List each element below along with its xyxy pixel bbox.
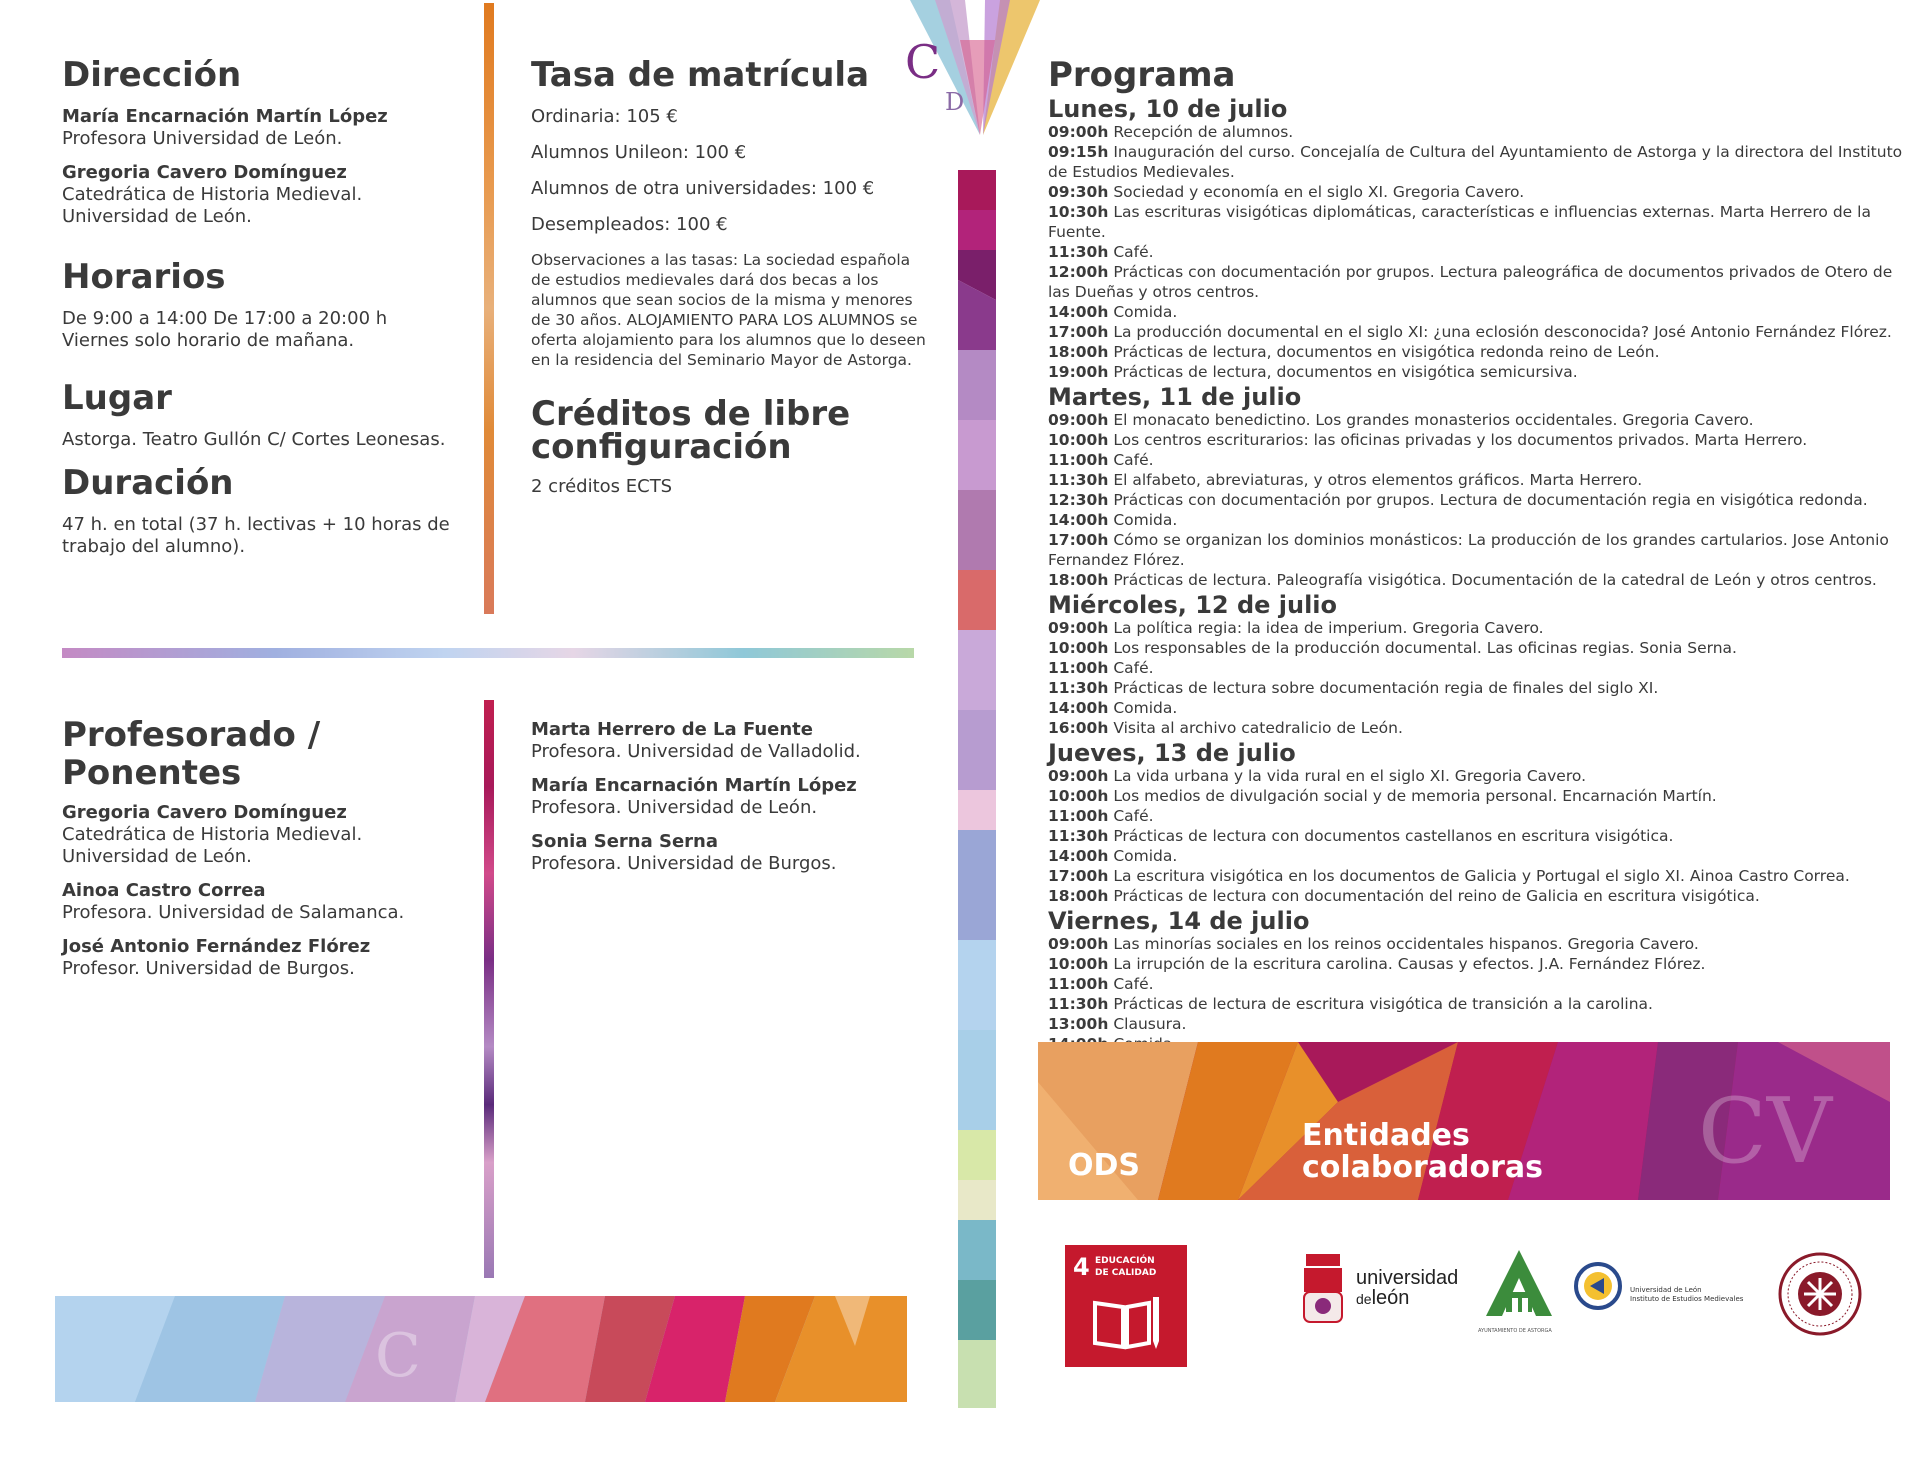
programa-item: [1048, 886, 1908, 906]
programa-item-time: 10:30h: [1048, 203, 1109, 221]
programa-item-desc: La política regia: la idea de imperium. Gregoria Cavero.: [1113, 619, 1544, 637]
programa-item-time: 14:00h: [1048, 511, 1109, 529]
programa-day-title: Miércoles, 12 de julio: [1048, 591, 1338, 619]
programa-day-title: Martes, 11 de julio: [1048, 383, 1302, 411]
profesorado-right: [531, 719, 931, 887]
programa-item-time: 12:00h: [1048, 263, 1109, 281]
tasa-title: Tasa de matrícula: [531, 55, 870, 95]
person-role: Profesora Universidad de León.: [62, 128, 343, 149]
person-name: María Encarnación Martín López: [62, 106, 388, 127]
programa-item-desc: Comida.: [1113, 511, 1178, 529]
obs-line: alumnos que sean socios de la misma y menores: [531, 291, 913, 309]
entidades-label: [1302, 1120, 1543, 1184]
programa-item-time: 10:00h: [1048, 787, 1109, 805]
ponente-role: Profesora. Universidad de Burgos.: [531, 853, 837, 874]
obs-line: oferta alojamiento para los alumnos que lo deseen: [531, 331, 926, 349]
tasa-section: [531, 56, 931, 370]
programa-day-title: Jueves, 13 de julio: [1048, 739, 1296, 767]
obs-line: en la residencia del Seminario Mayor de Astorga.: [531, 351, 912, 369]
profesorado-section: [62, 716, 482, 992]
programa-item: [1048, 470, 1908, 490]
person-role: Universidad de León.: [62, 206, 252, 227]
ayuntamiento-astorga-logo: [1478, 1248, 1562, 1340]
programa-item-cont: Fernandez Flórez.: [1048, 551, 1185, 569]
programa-item-desc: La vida urbana y la vida rural en el siglo XI. Gregoria Cavero.: [1113, 767, 1587, 785]
programa-item-desc: Visita al archivo catedralicio de León.: [1113, 719, 1403, 737]
programa-item-desc: Inauguración del curso. Concejalía de Cultura del Ayuntamiento de Astorga y la directora del Instituto: [1113, 143, 1903, 161]
programa-item-time: 11:00h: [1048, 807, 1109, 825]
programa-item: [1048, 182, 1908, 202]
programa-item-desc: La producción documental en el siglo XI: ¿una eclosión desconocida? José Antonio Fernández Flórez.: [1113, 323, 1892, 341]
programa-item-time: 18:00h: [1048, 343, 1109, 361]
programa-item-time: 11:00h: [1048, 659, 1109, 677]
ponente-name: Sonia Serna Serna: [531, 831, 719, 852]
programa-item-desc: El alfabeto, abreviaturas, y otros elementos gráficos. Marta Herrero.: [1113, 471, 1643, 489]
ponente-role: Catedrática de Historia Medieval.: [62, 824, 363, 845]
programa-item-time: 14:00h: [1048, 847, 1109, 865]
programa-item-desc: Recepción de alumnos.: [1113, 123, 1294, 141]
iem-logo: [1574, 1262, 1764, 1312]
lugar-text: Astorga. Teatro Gullón C/ Cortes Leonesas.: [62, 429, 446, 450]
fee-item: Ordinaria: 105 €: [531, 106, 678, 127]
ponente-name: María Encarnación Martín López: [531, 775, 857, 796]
ponente-item: [531, 831, 931, 875]
programa-item-desc: Comida.: [1113, 847, 1178, 865]
bottom-mosaic-banner: [55, 1296, 907, 1402]
programa-item-desc: Prácticas de lectura de escritura visigótica de transición a la carolina.: [1113, 995, 1653, 1013]
programa-item-desc: El monacato benedictino. Los grandes monasterios occidentales. Gregoria Cavero.: [1113, 411, 1754, 429]
fee-item: Alumnos Unileon: 100 €: [531, 142, 747, 163]
programa-item-time: 11:00h: [1048, 975, 1109, 993]
programa-item-time: 10:00h: [1048, 639, 1109, 657]
duracion-title: Duración: [62, 463, 234, 503]
creditos-title: [531, 394, 931, 467]
iem-text: Universidad de León: [1630, 1286, 1702, 1294]
ponente-name: José Antonio Fernández Flórez: [62, 936, 371, 957]
programa-item-desc: Los medios de divulgación social y de memoria personal. Encarnación Martín.: [1113, 787, 1717, 805]
programa-item-time: 10:00h: [1048, 955, 1109, 973]
programa-item: [1048, 142, 1908, 162]
programa-day-title: Lunes, 10 de julio: [1048, 95, 1288, 123]
programa-item-desc: Prácticas con documentación por grupos. Lectura de documentación regia en visigótica redonda.: [1113, 491, 1868, 509]
programa-section: [1048, 56, 1908, 1054]
programa-item-desc: Comida.: [1113, 303, 1178, 321]
direccion-person: [62, 162, 462, 228]
programa-item: [1048, 974, 1908, 994]
programa-item-time: 09:30h: [1048, 183, 1109, 201]
iem-text: Instituto de Estudios Medievales: [1630, 1295, 1744, 1303]
programa-item-time: 18:00h: [1048, 887, 1109, 905]
programa-item-desc: Prácticas de lectura sobre documentación regia de finales del siglo XI.: [1113, 679, 1659, 697]
lugar-title: Lugar: [62, 378, 172, 418]
programa-item: [1048, 718, 1908, 738]
fee-item: Desempleados: 100 €: [531, 214, 728, 235]
seem-seal-logo: [1772, 1250, 1868, 1338]
programa-item-time: 17:00h: [1048, 531, 1109, 549]
programa-item-desc: Prácticas de lectura, documentos en visigótica redonda reino de León.: [1113, 343, 1660, 361]
ayto-text: AYUNTAMIENTO DE ASTORGA: [1478, 1328, 1552, 1334]
programa-item-desc: Comida.: [1113, 699, 1178, 717]
programa-item-desc: Cómo se organizan los dominios monásticos: La producción de los grandes cartularios. Jose Antonio: [1113, 531, 1889, 549]
programa-item: [1048, 262, 1908, 282]
programa-item-time: 17:00h: [1048, 867, 1109, 885]
programa-item: [1048, 242, 1908, 262]
programa-item: [1048, 430, 1908, 450]
divider-bar-bottom-left: [484, 700, 494, 1278]
sdg4-logo: [1065, 1245, 1187, 1367]
programa-item-time: 10:00h: [1048, 431, 1109, 449]
creditos-text: 2 créditos ECTS: [531, 476, 673, 497]
programa-item: [1048, 342, 1908, 362]
programa-item: [1048, 490, 1908, 510]
sdg-number: 4: [1073, 1253, 1090, 1281]
programa-item-time: 11:30h: [1048, 679, 1109, 697]
creditos-title-line: Créditos de libre: [531, 394, 851, 434]
programa-item-time: 09:00h: [1048, 619, 1109, 637]
programa-item-desc: La escritura visigótica en los documentos de Galicia y Portugal el siglo XI. Ainoa Castro Correa.: [1113, 867, 1850, 885]
fee-item: Alumnos de otra universidades: 100 €: [531, 178, 875, 199]
book-icon: [1091, 1293, 1163, 1353]
programa-item: [1048, 678, 1908, 698]
horarios-section: [62, 258, 472, 352]
programa-item-time: 09:15h: [1048, 143, 1109, 161]
programa-item: [1048, 202, 1908, 242]
person-name: Gregoria Cavero Domínguez: [62, 162, 347, 183]
programa-item-desc: Prácticas de lectura, documentos en visigótica semicursiva.: [1113, 363, 1578, 381]
programa-item-desc: Los responsables de la producción documental. Las oficinas regias. Sonia Serna.: [1113, 639, 1737, 657]
programa-item-desc: Las minorías sociales en los reinos occidentales hispanos. Gregoria Cavero.: [1113, 935, 1699, 953]
programa-item-time: 18:00h: [1048, 571, 1109, 589]
programa-item-desc: Café.: [1113, 243, 1154, 261]
universidad-leon-logo: [1300, 1250, 1470, 1330]
programa-item-desc: Sociedad y economía en el siglo XI. Gregoria Cavero.: [1113, 183, 1525, 201]
ponente-role: Profesora. Universidad de Salamanca.: [62, 902, 405, 923]
programa-item: [1048, 450, 1908, 470]
programa-item: [1048, 934, 1908, 954]
programa-item: [1048, 618, 1908, 638]
programa-item-time: 09:00h: [1048, 123, 1109, 141]
programa-item: [1048, 846, 1908, 866]
programa-item-desc: Prácticas de lectura con documentación del reino de Galicia en escritura visigótica.: [1113, 887, 1760, 905]
lugar-section: [62, 379, 472, 451]
programa-item-desc: Clausura.: [1113, 1015, 1187, 1033]
programa-item-desc: Las escrituras visigóticas diplomáticas, características e influencias externas. Marta Herrero de la Fuente.: [1048, 203, 1871, 241]
programa-days: [1048, 96, 1908, 1054]
crest-icon: [1300, 1250, 1346, 1326]
programa-item: [1048, 322, 1908, 342]
programa-item: [1048, 866, 1908, 886]
sdg-label-line: EDUCACIÓN: [1095, 1256, 1155, 1266]
programa-item: [1048, 786, 1908, 806]
sdg-label: [1095, 1255, 1156, 1279]
obs-line: Observaciones a las tasas: La sociedad española: [531, 251, 911, 269]
sdg-label-line: DE CALIDAD: [1095, 1268, 1157, 1278]
profesorado-title: Profesorado / Ponentes: [62, 715, 321, 793]
duracion-line: 47 h. en total (37 h. lectivas + 10 horas de: [62, 514, 450, 535]
ponente-role: Profesora. Universidad de León.: [531, 797, 818, 818]
divider-bar-top-left: [484, 3, 494, 614]
programa-item-desc: Café.: [1113, 451, 1154, 469]
programa-item: [1048, 658, 1908, 678]
programa-item-time: 19:00h: [1048, 363, 1109, 381]
person-role: Catedrática de Historia Medieval.: [62, 184, 363, 205]
astorga-a-icon: [1484, 1248, 1554, 1318]
tasa-observaciones: [531, 250, 931, 370]
ponente-name: Ainoa Castro Correa: [62, 880, 266, 901]
ponente-item: [62, 802, 482, 868]
direccion-title: Dirección: [62, 55, 242, 95]
ponente-role: Universidad de León.: [62, 846, 252, 867]
ponente-role: Profesora. Universidad de Valladolid.: [531, 741, 861, 762]
programa-item: [1048, 510, 1908, 530]
ods-label: ODS: [1068, 1148, 1141, 1183]
programa-item-cont: las Dueñas y otros centros.: [1048, 283, 1260, 301]
horarios-title: Horarios: [62, 257, 226, 297]
ponente-role: Profesor. Universidad de Burgos.: [62, 958, 355, 979]
programa-title: Programa: [1048, 55, 1236, 95]
horarios-line: Viernes solo horario de mañana.: [62, 330, 355, 351]
obs-line: de 30 años. ALOJAMIENTO PARA LOS ALUMNOS se: [531, 311, 918, 329]
programa-item-time: 09:00h: [1048, 935, 1109, 953]
programa-item: [1048, 766, 1908, 786]
ponente-name: Gregoria Cavero Domínguez: [62, 802, 347, 823]
programa-item-desc: Café.: [1113, 975, 1154, 993]
programa-item-desc: La irrupción de la escritura carolina. Causas y efectos. J.A. Fernández Flórez.: [1113, 955, 1706, 973]
programa-item: [1048, 1014, 1908, 1034]
monogram-c: C: [905, 35, 941, 89]
uni-text: león: [1371, 1287, 1410, 1309]
programa-item-time: 11:30h: [1048, 243, 1109, 261]
programa-item-time: 11:30h: [1048, 471, 1109, 489]
programa-item: [1048, 638, 1908, 658]
ponente-item: [62, 880, 482, 924]
horarios-line: De 9:00 a 14:00 De 17:00 a 20:00 h: [62, 308, 388, 329]
programa-day-title: Viernes, 14 de julio: [1048, 907, 1310, 935]
programa-item-cont: de Estudios Medievales.: [1048, 163, 1235, 181]
vertical-mosaic-strip: [958, 170, 996, 1408]
programa-item-time: 14:00h: [1048, 699, 1109, 717]
programa-item-time: 14:00h: [1048, 303, 1109, 321]
ponente-item: [531, 719, 931, 763]
programa-item-time: 09:00h: [1048, 411, 1109, 429]
programa-item-time: 11:00h: [1048, 451, 1109, 469]
programa-item-time: 13:00h: [1048, 1015, 1109, 1033]
ponente-item: [531, 775, 931, 819]
programa-item: [1048, 410, 1908, 430]
uni-text: universidad: [1356, 1267, 1459, 1289]
programa-item: [1048, 362, 1908, 382]
horizontal-divider-bar: [62, 648, 914, 658]
programa-item: [1048, 994, 1908, 1014]
uni-text-de: de: [1356, 1291, 1372, 1307]
programa-item: [1048, 698, 1908, 718]
duracion-line: trabajo del alumno).: [62, 536, 246, 557]
svg-text:D: D: [945, 88, 965, 116]
programa-item: [1048, 570, 1908, 590]
programa-item: [1048, 302, 1908, 322]
ponente-item: [62, 936, 482, 980]
creditos-title-line: configuración: [531, 427, 792, 467]
programa-item-time: 11:30h: [1048, 827, 1109, 845]
svg-text:CV: CV: [1698, 1079, 1832, 1184]
ponente-name: Marta Herrero de La Fuente: [531, 719, 813, 740]
entidades-line: Entidades: [1302, 1118, 1470, 1153]
programa-item-time: 12:30h: [1048, 491, 1109, 509]
entidades-line: colaboradoras: [1302, 1150, 1544, 1185]
iem-emblem-icon: [1574, 1262, 1622, 1310]
programa-item: [1048, 954, 1908, 974]
programa-item: [1048, 530, 1908, 550]
direccion-person: [62, 106, 462, 150]
programa-item-desc: Café.: [1113, 659, 1154, 677]
programa-item: [1048, 806, 1908, 826]
creditos-section: [531, 394, 931, 498]
programa-item-desc: Prácticas de lectura. Paleografía visigótica. Documentación de la catedral de León y otros centros.: [1113, 571, 1877, 589]
programa-item: [1048, 826, 1908, 846]
programa-item-time: 11:30h: [1048, 995, 1109, 1013]
programa-item-time: 09:00h: [1048, 767, 1109, 785]
programa-item-time: 16:00h: [1048, 719, 1109, 737]
programa-item-desc: Prácticas con documentación por grupos. Lectura paleográfica de documentos privados de Otero de: [1113, 263, 1893, 281]
programa-item-desc: Los centros escriturarios: las oficinas privadas y los documentos privados. Marta Herrero.: [1113, 431, 1808, 449]
duracion-section: [62, 464, 472, 558]
obs-line: de estudios medievales dará dos becas a los: [531, 271, 879, 289]
direccion-section: [62, 56, 462, 240]
svg-text:C: C: [375, 1321, 421, 1391]
programa-item-time: 17:00h: [1048, 323, 1109, 341]
programa-item-desc: Prácticas de lectura con documentos castellanos en escritura visigótica.: [1113, 827, 1674, 845]
programa-item-desc: Café.: [1113, 807, 1154, 825]
programa-item: [1048, 122, 1908, 142]
